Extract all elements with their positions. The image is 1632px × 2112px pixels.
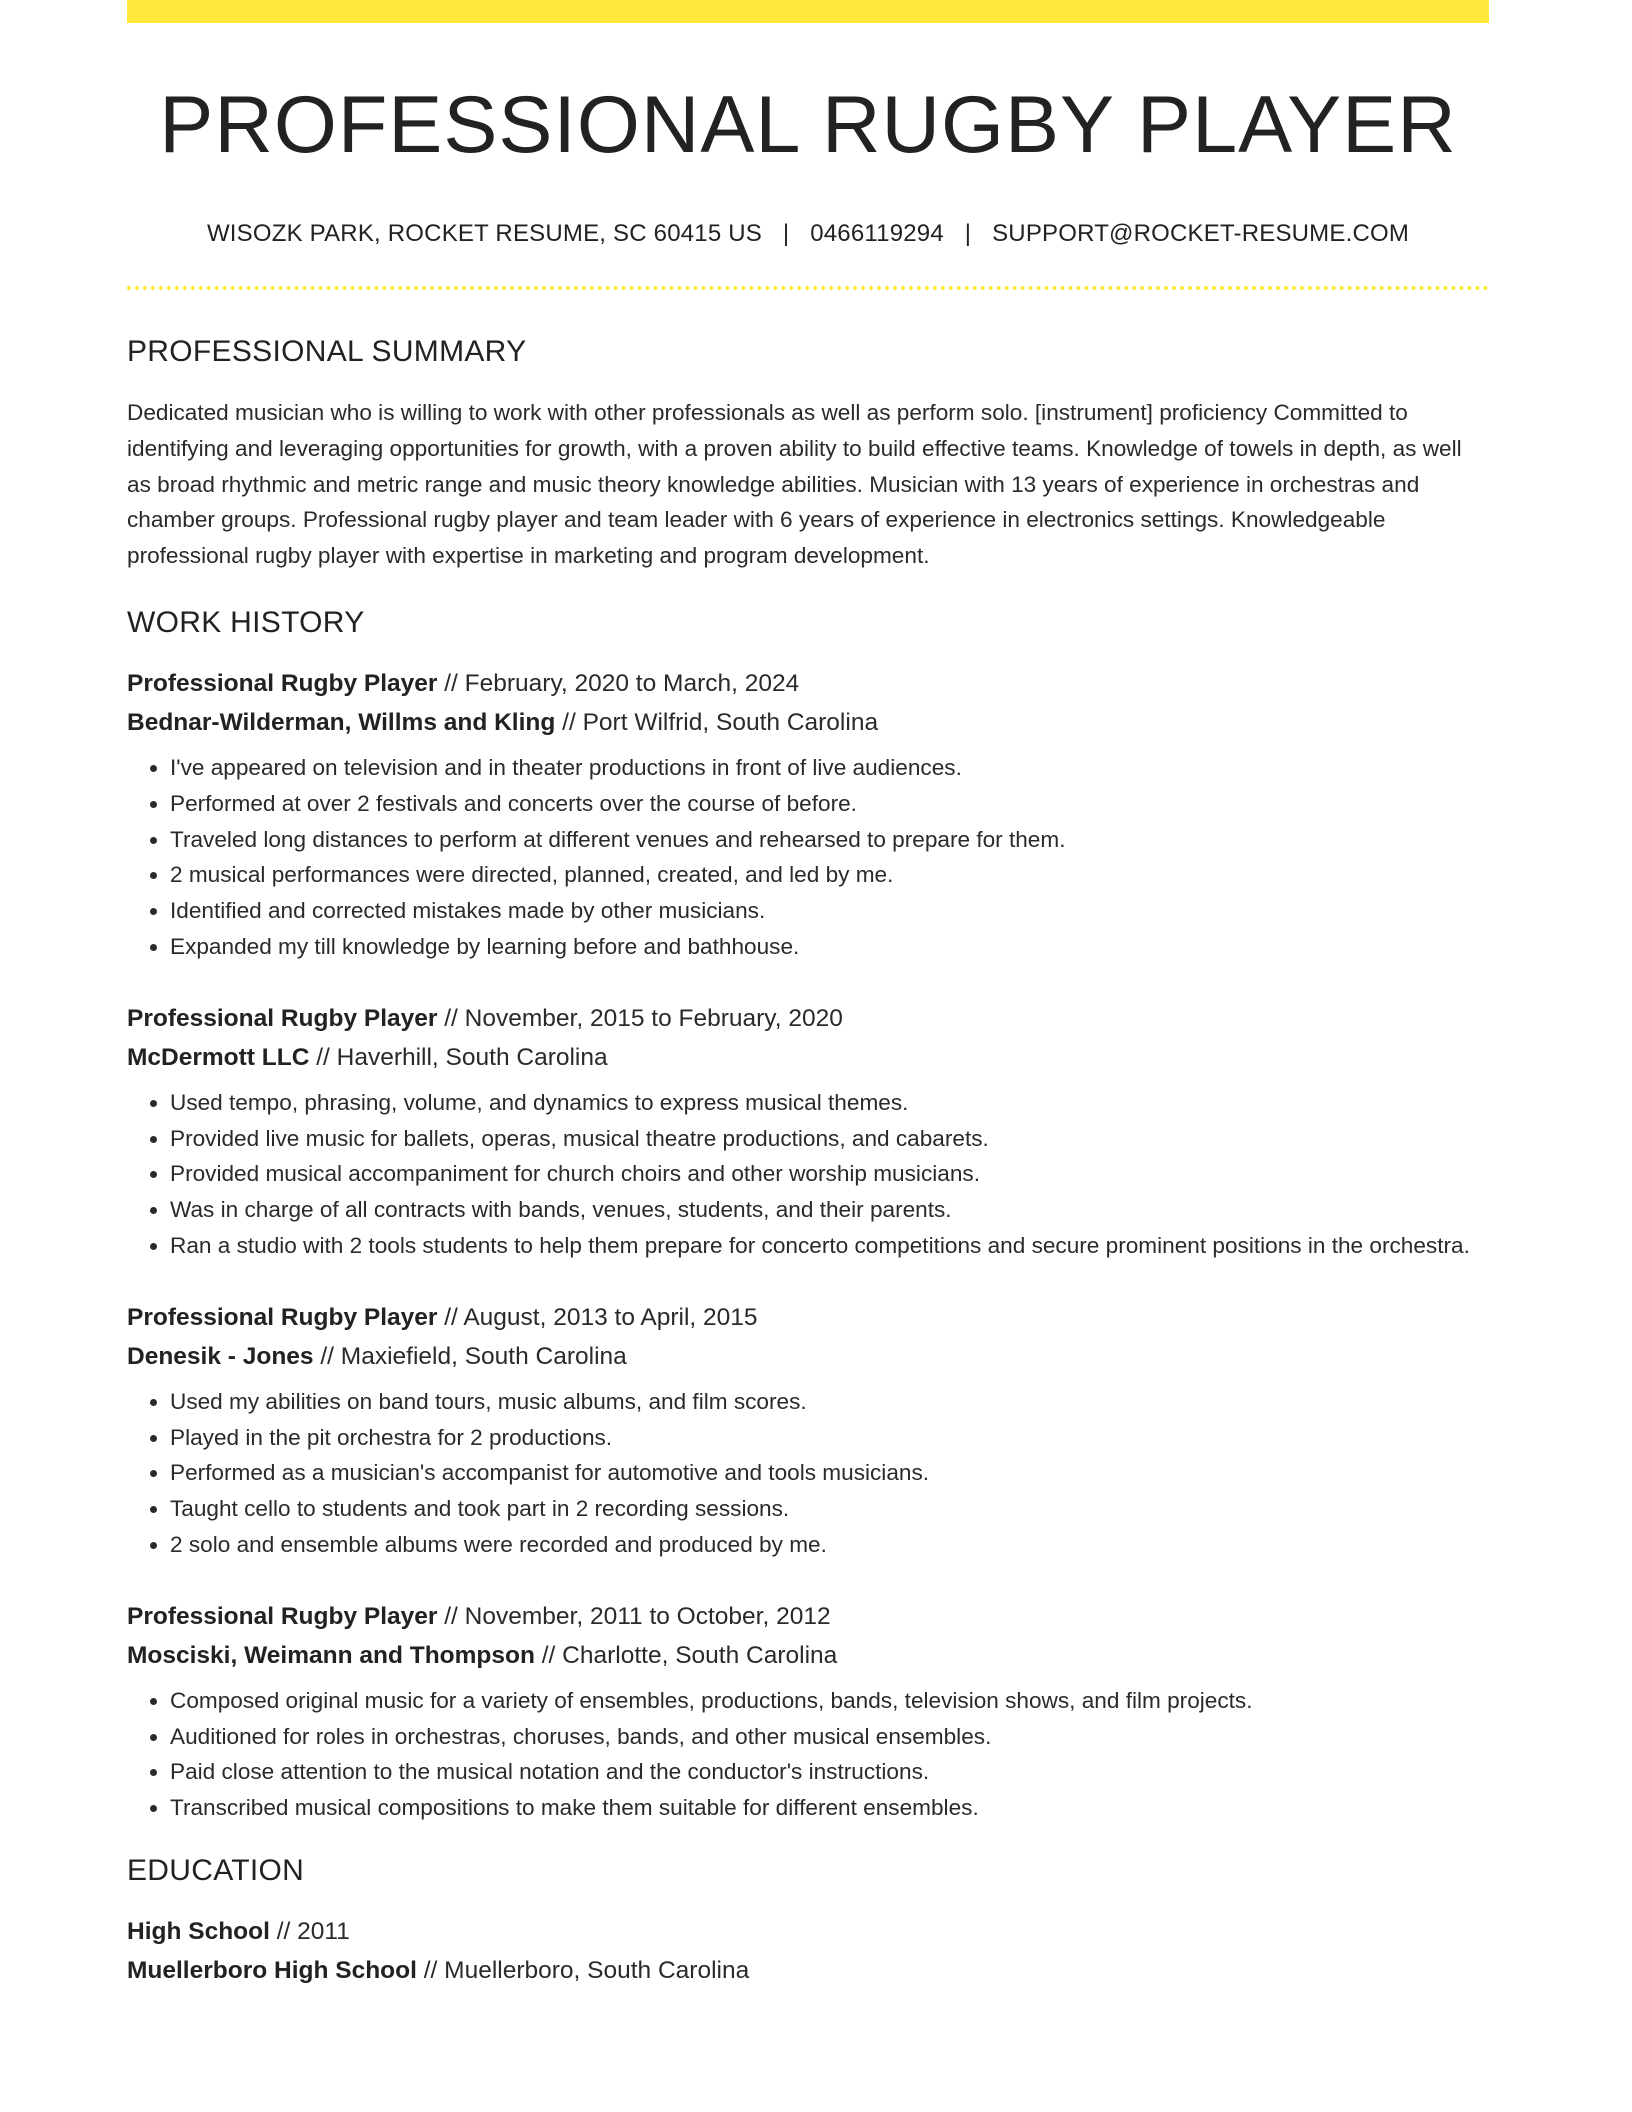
job-bullet: • Performed at over 2 festivals and concerts over the course of before. <box>170 786 1489 822</box>
job-entry <box>127 1597 1489 1826</box>
job-title: Professional Rugby Player <box>127 1303 438 1331</box>
job-title-line <box>127 664 1489 703</box>
job-title-line <box>127 1597 1489 1636</box>
accent-top-bar <box>127 0 1489 23</box>
job-bullet: • Was in charge of all contracts with bands, venues, students, and their parents. <box>170 1192 1489 1228</box>
job-bullet: • 2 solo and ensemble albums were recorded and produced by me. <box>170 1527 1489 1563</box>
job-location: // Haverhill, South Carolina <box>316 1043 608 1071</box>
job-bullet: • Paid close attention to the musical notation and the conductor's instructions. <box>170 1754 1489 1790</box>
job-entry <box>127 664 1489 965</box>
job-location: // Maxiefield, South Carolina <box>320 1342 627 1370</box>
job-bullet: • 2 musical performances were directed, planned, created, and led by me. <box>170 857 1489 893</box>
job-dates: // August, 2013 to April, 2015 <box>444 1303 758 1331</box>
job-dates: // November, 2015 to February, 2020 <box>444 1004 843 1032</box>
contact-separator: | <box>782 220 790 248</box>
job-dates: // November, 2011 to October, 2012 <box>444 1602 831 1630</box>
job-bullet: • Provided live music for ballets, operas, musical theatre productions, and cabarets. <box>170 1121 1489 1157</box>
job-bullet: • Ran a studio with 2 tools students to help them prepare for concerto competitions and secure prominent positions in the orchestra. <box>170 1228 1489 1264</box>
job-bullet-list <box>127 1683 1489 1826</box>
job-bullet: • Transcribed musical compositions to make them suitable for different ensembles. <box>170 1790 1489 1826</box>
contact-phone: 0466119294 <box>810 220 944 248</box>
job-title-line <box>127 999 1489 1038</box>
job-bullet: • Provided musical accompaniment for church choirs and other worship musicians. <box>170 1156 1489 1192</box>
job-title: Professional Rugby Player <box>127 1004 438 1032</box>
education-degree-line <box>127 1912 1489 1951</box>
job-dates: // February, 2020 to March, 2024 <box>444 670 800 698</box>
job-company: McDermott LLC <box>127 1043 310 1071</box>
job-bullet-list <box>127 1384 1489 1563</box>
job-company: Mosciski, Weimann and Thompson <box>127 1641 535 1669</box>
candidate-name: PROFESSIONAL RUGBY PLAYER <box>159 80 1457 170</box>
job-bullet: • Composed original music for a variety of ensembles, productions, bands, television shows, and film projects. <box>170 1683 1489 1719</box>
education-location: // Muellerboro, South Carolina <box>423 1957 750 1985</box>
contact-separator: | <box>964 220 972 248</box>
job-company-line <box>127 1038 1489 1077</box>
job-bullet: • I've appeared on television and in theater productions in front of live audiences. <box>170 750 1489 786</box>
education-year: // 2011 <box>276 1918 350 1946</box>
contact-email: SUPPORT@ROCKET-RESUME.COM <box>992 220 1410 248</box>
job-bullet: • Traveled long distances to perform at different venues and rehearsed to prepare for them. <box>170 822 1489 858</box>
job-bullet: • Taught cello to students and took part in 2 recording sessions. <box>170 1491 1489 1527</box>
job-bullet: • Auditioned for roles in orchestras, choruses, bands, and other musical ensembles. <box>170 1719 1489 1755</box>
education-school-line <box>127 1951 1489 1990</box>
job-title: Professional Rugby Player <box>127 1602 438 1630</box>
contact-line <box>127 220 1489 248</box>
education-entry <box>127 1912 1489 1990</box>
education-school: Muellerboro High School <box>127 1957 417 1985</box>
job-title: Professional Rugby Player <box>127 670 438 698</box>
job-company-line <box>127 1636 1489 1675</box>
job-bullet-list <box>127 1085 1489 1264</box>
job-bullet: • Used tempo, phrasing, volume, and dynamics to express musical themes. <box>170 1085 1489 1121</box>
job-company-line <box>127 703 1489 742</box>
education-heading: EDUCATION <box>127 1854 305 1888</box>
job-bullet-list <box>127 750 1489 965</box>
job-company-line <box>127 1337 1489 1376</box>
job-entry <box>127 1298 1489 1563</box>
job-entry <box>127 999 1489 1264</box>
job-location: // Port Wilfrid, South Carolina <box>562 709 879 737</box>
job-company: Bednar-Wilderman, Willms and Kling <box>127 709 556 737</box>
job-bullet: • Expanded my till knowledge by learning before and bathhouse. <box>170 929 1489 965</box>
education-degree: High School <box>127 1918 270 1946</box>
summary-text: Dedicated musician who is willing to work with other professionals as well as perform solo. [instrument] proficiency Committed to identifying and leveraging opportunities for growth, with a proven ability to build effective teams. Knowledge of towels in depth, as well as broad rhythmic and metric range and music theory knowledge abilities. Musician with 13 years of experience in orchestras and chamber groups. Professional rugby player and team leader with 6 years of experience in electronics settings. Knowledgeable professional rugby player with expertise in marketing and program development. <box>127 400 1462 569</box>
job-bullet: • Played in the pit orchestra for 2 productions. <box>170 1420 1489 1456</box>
dotted-divider <box>127 286 1489 290</box>
job-location: // Charlotte, South Carolina <box>541 1641 838 1669</box>
job-title-line <box>127 1298 1489 1337</box>
contact-address: WISOZK PARK, ROCKET RESUME, SC 60415 US <box>206 220 762 248</box>
work-history-list <box>127 664 1489 1826</box>
work-history-heading: WORK HISTORY <box>127 606 365 640</box>
job-bullet: • Used my abilities on band tours, music albums, and film scores. <box>170 1384 1489 1420</box>
job-company: Denesik - Jones <box>127 1342 314 1370</box>
summary-heading: PROFESSIONAL SUMMARY <box>127 335 527 369</box>
resume-page <box>127 0 1489 1990</box>
job-bullet: • Identified and corrected mistakes made by other musicians. <box>170 893 1489 929</box>
job-bullet: • Performed as a musician's accompanist for automotive and tools musicians. <box>170 1455 1489 1491</box>
